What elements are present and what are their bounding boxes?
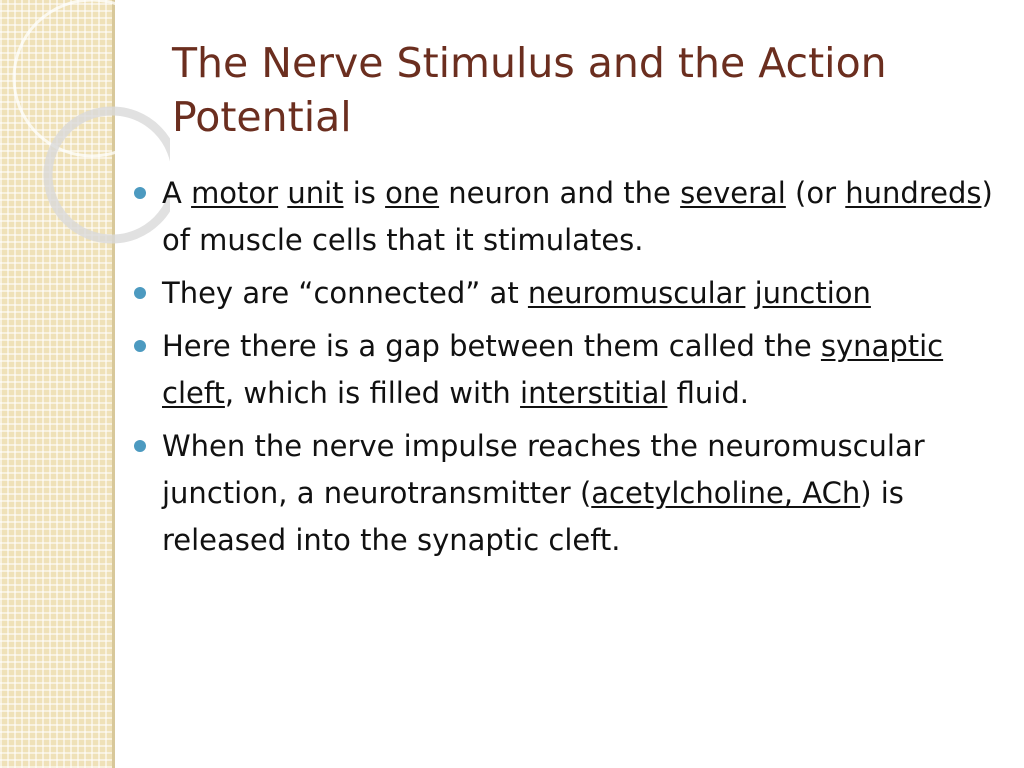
bullet-text: ) of muscle cells that it stimulates. — [162, 176, 993, 257]
underlined-term: synaptic — [820, 329, 944, 363]
underlined-term: neuromuscular — [527, 276, 746, 310]
bullet-dot-icon — [134, 340, 146, 352]
bullet-text: , which is filled with — [224, 376, 521, 410]
bullet-text: When the nerve impulse reaches the neuromuscular junction, a neurotransmitter ( — [162, 429, 925, 510]
underlined-term: hundreds — [845, 176, 982, 210]
bullet-text: ) is released into the synaptic cleft. — [162, 476, 904, 557]
bullet-text: A — [162, 176, 192, 210]
underlined-term: junction — [754, 276, 871, 310]
bullet-dot-icon — [134, 440, 146, 452]
underlined-term: acetylcholine, ACh — [591, 476, 861, 510]
slide-title: The Nerve Stimulus and the Action Potential — [172, 39, 887, 141]
underlined-term: interstitial — [520, 376, 668, 410]
bullet-text: fluid. — [667, 376, 749, 410]
bullet-item — [132, 423, 1012, 564]
underlined-term: cleft — [162, 376, 225, 410]
bullet-text — [745, 276, 754, 310]
bullet-dot-icon — [134, 187, 146, 199]
bullet-text: is — [343, 176, 386, 210]
bullet-text: Here there is a gap between them called the — [162, 329, 821, 363]
bullet-text: neuron and the — [439, 176, 681, 210]
bullet-text: (or — [785, 176, 846, 210]
underlined-term: one — [385, 176, 440, 210]
underlined-term: several — [680, 176, 786, 210]
bullet-item — [132, 170, 1012, 264]
bullet-text — [278, 176, 287, 210]
bullet-item — [132, 323, 1012, 417]
bullet-list — [132, 170, 1012, 570]
bullet-dot-icon — [134, 287, 146, 299]
underlined-term: unit — [287, 176, 344, 210]
underlined-term: motor — [191, 176, 279, 210]
bullet-item — [132, 270, 1012, 317]
bullet-text: They are “connected” at — [162, 276, 528, 310]
